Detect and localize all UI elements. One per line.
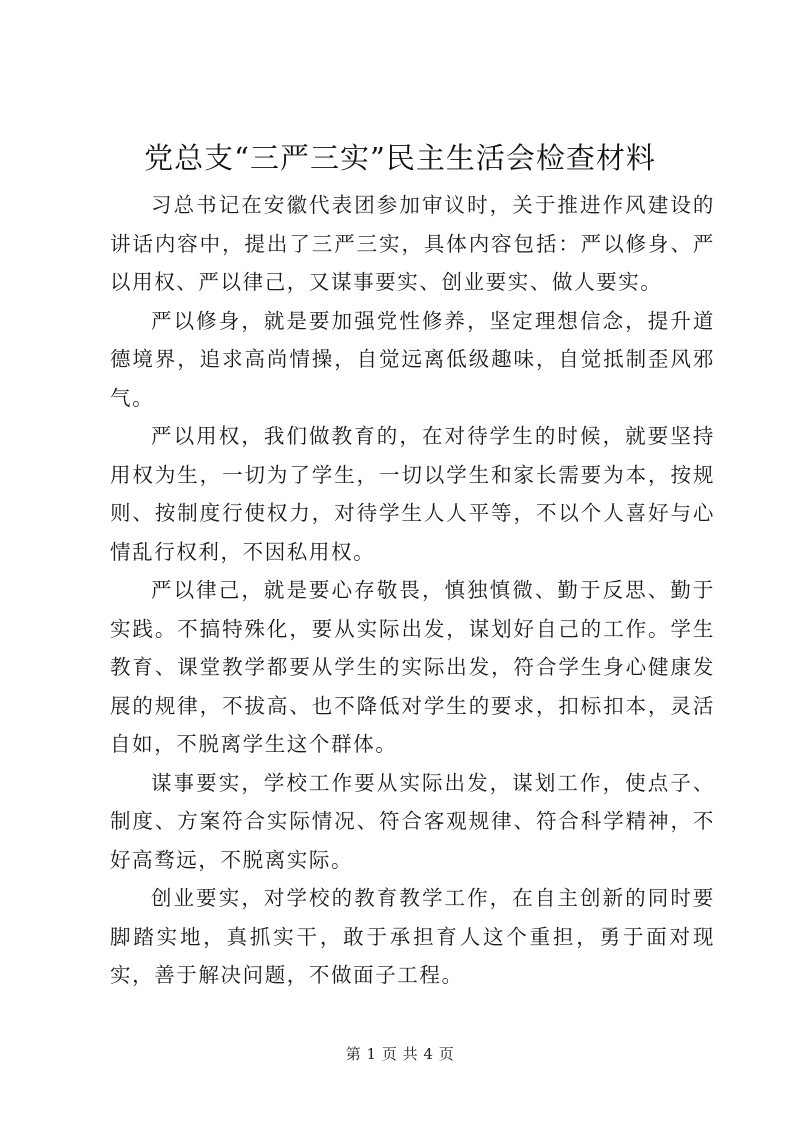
paragraph-self-cultivation: 严以修身，就是要加强党性修养，坚定理想信念，提升道德境界，追求高尚情操，自觉远离低级趣味，自觉抵制歪风邪气。 [110, 308, 715, 410]
paragraph-use-of-power: 严以用权，我们做教育的，在对待学生的时候，就要坚持用权为生，一切为了学生，一切以学生和家长需要为本，按规则、按制度行使权力，对待学生人人平等，不以个人喜好与心情乱行权利，不因私用权。 [110, 424, 715, 564]
page-number-footer: 第 1 页 共 4 页 [345, 1045, 455, 1063]
document-title: 党总支“三严三实”民主生活会检查材料 [144, 141, 656, 175]
paragraph-self-discipline: 严以律己，就是要心存敬畏，慎独慎微、勤于反思、勤于实践。不搞特殊化，要从实际出发，谋划好自己的工作。学生教育、课堂教学都要从学生的实际出发，符合学生身心健康发展的规律，不拔高、也不降低对学生的要求，扣标扣本，灵活自如，不脱离学生这个群体。 [110, 578, 715, 756]
document-body [110, 186, 715, 995]
paragraph-intro: 习总书记在安徽代表团参加审议时，关于推进作风建设的讲话内容中，提出了三严三实，具体内容包括：严以修身、严以用权、严以律己，又谋事要实、创业要实、做人要实。 [110, 193, 715, 294]
paragraph-practical-planning: 谋事要实，学校工作要从实际出发，谋划工作，使点子、制度、方案符合实际情况、符合客观规律、符合科学精神，不好高骛远，不脱离实际。 [110, 770, 715, 872]
paragraph-practical-enterprise: 创业要实，对学校的教育教学工作，在自主创新的同时要脚踏实地，真抓实干，敢于承担育人这个重担，勇于面对现实，善于解决问题，不做面子工程。 [110, 886, 715, 987]
